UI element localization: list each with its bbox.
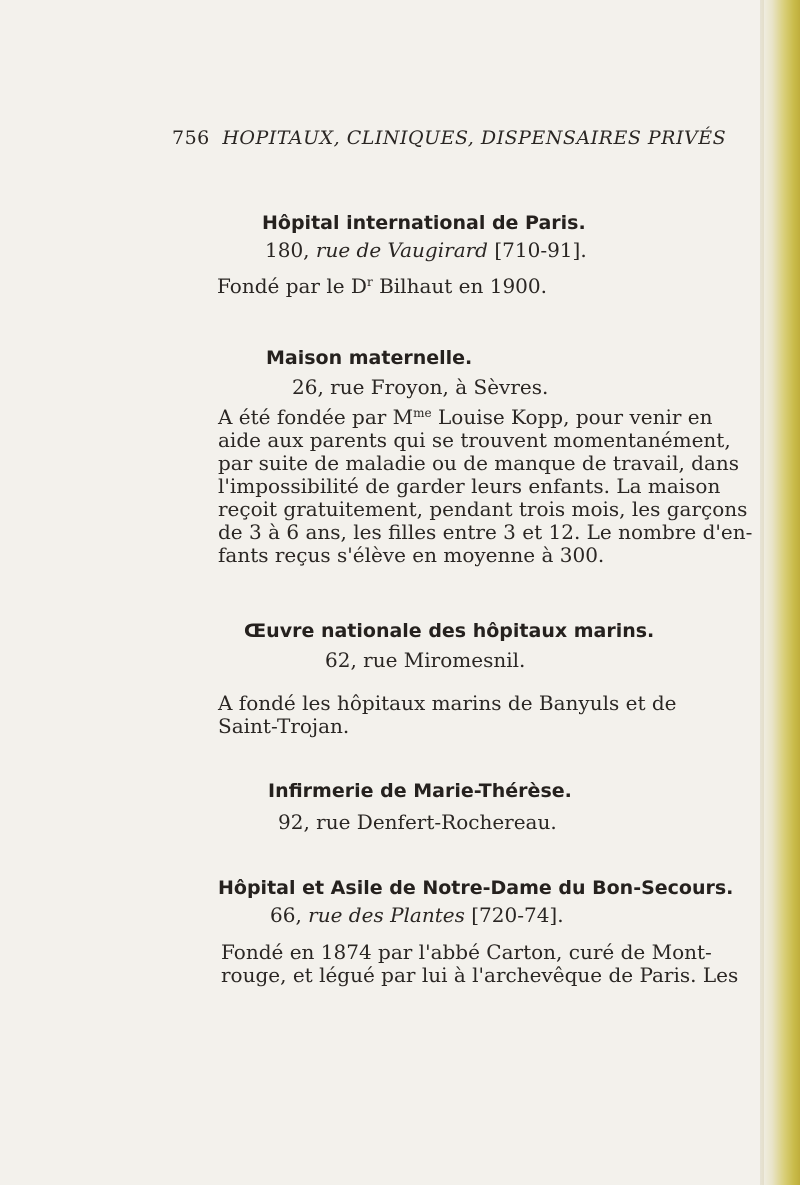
text-line: reçoit gratuitement, pendant trois mois, les garçons: [218, 497, 748, 521]
text-line: Fondé en 1874 par l'abbé Carton, curé de Mont-: [221, 940, 712, 964]
entry-heading: Hôpital international de Paris.: [262, 212, 586, 234]
entry-heading: Maison maternelle.: [266, 347, 473, 369]
text-line: A été fondée par $M^{me}$ Louise Kopp, pour venir en: [218, 405, 713, 429]
entry-address: [265, 238, 587, 262]
running-head: [172, 127, 726, 149]
address-number: 180,: [265, 238, 310, 262]
address-number: 66,: [270, 903, 302, 927]
entry-address: 26, rue Froyon, à Sèvres.: [292, 375, 549, 399]
address-phone: [720-74].: [471, 903, 564, 927]
text-line: fants reçus s'élève en moyenne à 300.: [218, 543, 605, 567]
text-line: aide aux parents qui se trouvent momentanément,: [218, 428, 731, 452]
text-line: Fondé par le $D^r$ Bilhaut en 1900.: [217, 274, 547, 298]
text-line: rouge, et légué par lui à l'archevêque de Paris. Les: [221, 963, 739, 987]
entry-heading: Infirmerie de Marie-Thérèse.: [268, 780, 572, 802]
entry-text: [221, 940, 739, 987]
text-line: l'impossibilité de garder leurs enfants. La maison: [218, 474, 721, 498]
page-edge-shadow: [760, 0, 800, 1185]
entry-address: [270, 903, 564, 927]
page-number: 756: [172, 127, 210, 149]
entry-text: [218, 405, 753, 567]
text-line: de 3 à 6 ans, les filles entre 3 et 12. Le nombre d'en-: [218, 520, 753, 544]
page-edge-fold: [760, 0, 764, 1185]
text-line: A fondé les hôpitaux marins de Banyuls et de: [218, 691, 677, 715]
entry-address: 62, rue Miromesnil.: [325, 648, 526, 672]
entry-heading: Hôpital et Asile de Notre-Dame du Bon-Secours.: [218, 877, 734, 899]
text-line: Saint-Trojan.: [218, 714, 350, 738]
entry-heading: Œuvre nationale des hôpitaux marins.: [244, 620, 655, 642]
address-street: rue des Plantes: [308, 903, 465, 927]
entry-text: [217, 275, 667, 298]
entry-text: [218, 692, 728, 738]
text-line: par suite de maladie ou de manque de travail, dans: [218, 451, 740, 475]
address-phone: [710-91].: [494, 238, 587, 262]
running-title: HOPITAUX, CLINIQUES, DISPENSAIRES PRIVÉS: [222, 127, 727, 149]
entry-address: 92, rue Denfert-Rochereau.: [278, 810, 557, 834]
address-street: rue de Vaugirard: [315, 238, 488, 262]
